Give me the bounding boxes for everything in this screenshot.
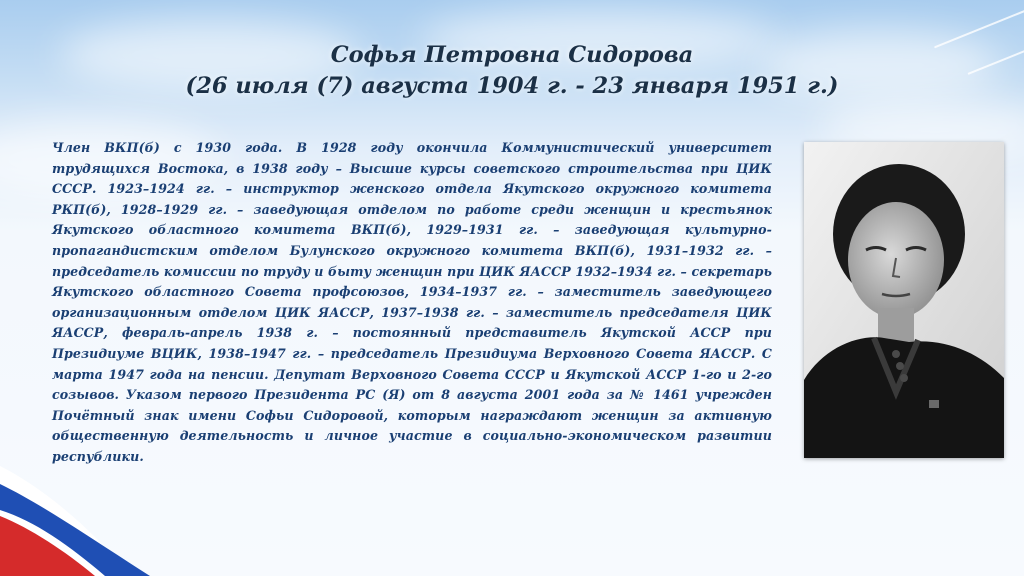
russian-flag-ribbon-icon (0, 466, 190, 576)
slide-title (0, 40, 1024, 102)
title-dates: (26 июля (7) августа 1904 г. - 23 января 1951 г.) (185, 73, 839, 99)
biography-text: Член ВКП(б) с 1930 года. В 1928 году окончила Коммунистический университет трудящихся Востока, в 1938 году – Высшие курсы советского строительства при ЦИК СССР. 1923–1924 гг. – инструктор женского отдела Якутского окружного комитета РКП(б), 1928–1929 гг. – заведующая отделом по работе среди женщин и крестьянок Якутского областного комитета ВКП(б), 1929–1931 гг. – заведующая культурно-пропагандистским отделом Булунского окружного комитета ВКП(б), 1931–1932 гг. – председатель комиссии по труду и быту женщин при ЦИК ЯАССР 1932–1934 гг. – секретарь Якутского областного Совета профсоюзов, 1934–1937 гг. – заместитель заведующего организационным отделом ЦИК ЯАССР, 1937–1938 гг. – заместитель председателя ЦИК ЯАССР, февраль-апрель 1938 г. – постоянный представитель Якутской АССР при Президиуме ВЦИК, 1938–1947 гг. – председатель Президиума Верховного Совета ЯАССР. С марта 1947 года на пенсии. Депутат Верховного Совета СССР и Якутской АССР 1-го и 2-го созывов. Указом первого Президента РС (Я) от 8 августа 2001 года за № 1461 учрежден Почётный знак имени Софьи Сидоровой, которым награждают женщин за активную общественную деятельность и личное участие в социально-экономическом развитии республики. (52, 140, 772, 464)
portrait-illustration (804, 142, 1004, 458)
title-name: Софья Петровна Сидорова (330, 42, 694, 68)
portrait-photo (804, 142, 1004, 458)
